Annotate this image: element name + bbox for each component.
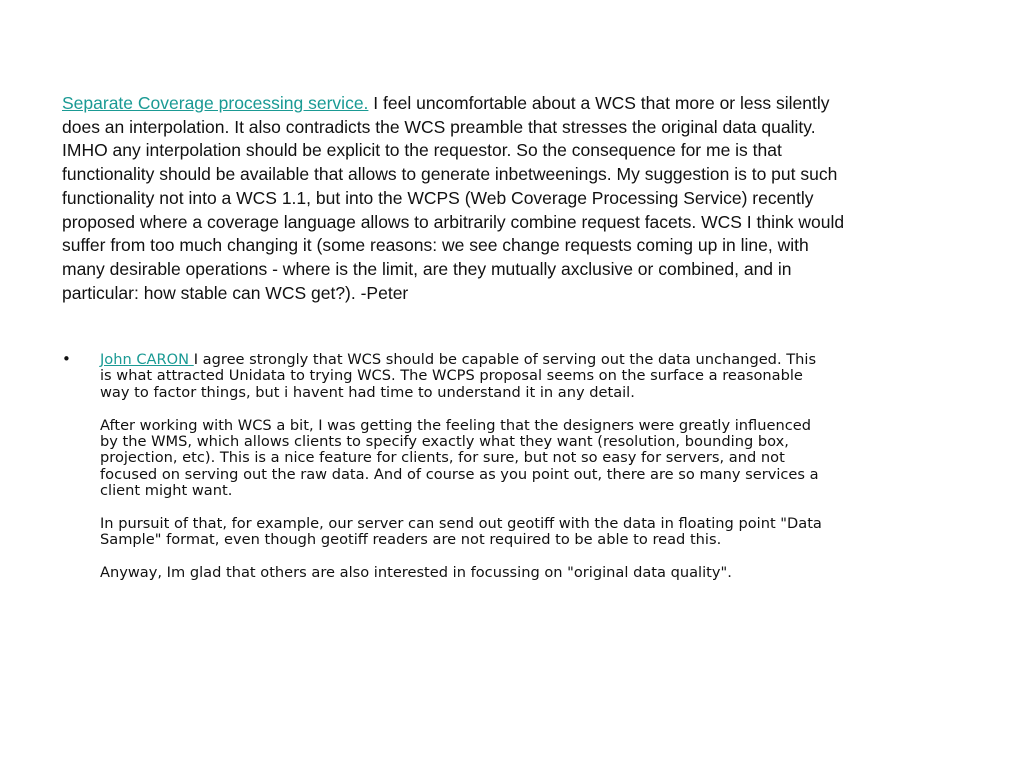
- comment-john-caron: [100, 352, 1000, 582]
- comment-line: is what attracted Unidata to trying WCS. The WCPS proposal seems on the surface a reasonable: [100, 367, 803, 385]
- comment-line: functionality should be available that allows to generate inbetweenings. My suggestion is to put such: [62, 164, 838, 185]
- comment-line: client might want.: [100, 482, 233, 500]
- comment-line: Sample" format, even though geotiff readers are not required to be able to read this.: [100, 531, 722, 549]
- comment-line: In pursuit of that, for example, our server can send out geotiff with the data in floating point "Data: [100, 515, 822, 533]
- comment-line: IMHO any interpolation should be explicit to the requestor. So the consequence for me is that: [62, 140, 782, 161]
- comment-text: I feel uncomfortable about a WCS that more or less silently: [368, 93, 830, 113]
- comment-line: does an interpolation. It also contradicts the WCS preamble that stresses the original data quality.: [62, 116, 816, 137]
- comment-line: [100, 352, 1000, 368]
- comment-peter: [62, 92, 982, 305]
- bullet-icon: •: [62, 350, 71, 368]
- paragraph-gap: [100, 549, 1000, 565]
- separate-coverage-link[interactable]: Separate Coverage processing service.: [62, 93, 369, 113]
- comment-line: proposed where a coverage language allows to arbitrarily combine request facets. WCS I think would: [62, 211, 845, 232]
- comment-line: Anyway, Im glad that others are also interested in focussing on "original data quality".: [100, 564, 732, 582]
- comment-line: suffer from too much changing it (some reasons: we see change requests coming up in line, with: [62, 235, 809, 256]
- comment-line: [62, 92, 982, 116]
- comment-line: many desirable operations - where is the limit, are they mutually axclusive or combined, and in: [62, 258, 792, 279]
- paragraph-gap: [100, 401, 1000, 417]
- comment-line: way to factor things, but i havent had time to understand it in any detail.: [100, 383, 635, 401]
- comment-line: After working with WCS a bit, I was getting the feeling that the designers were greatly influenced: [100, 416, 811, 434]
- comment-line: by the WMS, which allows clients to specify exactly what they want (resolution, bounding box,: [100, 433, 789, 451]
- paragraph-gap: [100, 500, 1000, 516]
- comment-line: functionality not into a WCS 1.1, but into the WCPS (Web Coverage Processing Service) recently: [62, 187, 814, 208]
- john-caron-link[interactable]: John CARON: [100, 351, 194, 368]
- comment-line: focused on serving out the raw data. And of course as you point out, there are so many services a: [100, 465, 819, 483]
- comment-line: projection, etc). This is a nice feature for clients, for sure, but not so easy for servers, and not: [100, 449, 785, 467]
- comment-text: I agree strongly that WCS should be capable of serving out the data unchanged. This: [193, 351, 817, 368]
- comment-line: particular: how stable can WCS get?). -Peter: [62, 282, 409, 303]
